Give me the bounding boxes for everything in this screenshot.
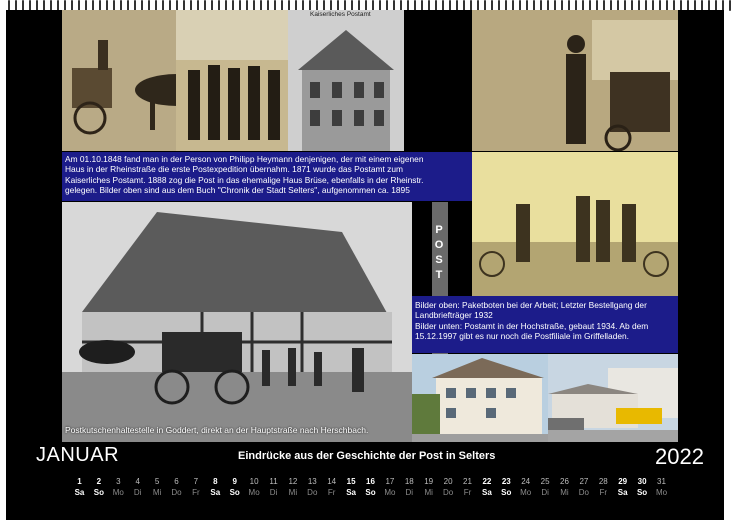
intro-line: Am 01.10.1848 fand man in der Person von Philipp Heymann denjenigen, der mit einem eigenen [65,154,424,164]
day-number: 13 [307,477,317,486]
weekday-label: Do [171,488,182,497]
day-cell [148,476,167,498]
day-cell [652,476,671,498]
weekday-label: Sa [74,488,85,497]
day-number: 27 [579,477,589,486]
day-number: 14 [327,477,337,486]
day-number: 10 [249,477,259,486]
day-cell [419,476,438,498]
right-line: Bilder unten: Postamt in der Hochstraße, gebaut 1934. Ab dem [415,320,649,331]
weekday-label: Mi [424,488,433,497]
day-number: 17 [385,477,395,486]
calendar-days [70,476,676,506]
coach-station-illustration [62,202,412,442]
intro-text-box [62,152,472,201]
day-cell [322,476,341,498]
weekday-label: Do [307,488,318,497]
weekday-label: So [636,488,648,497]
weekday-label: Sa [346,488,356,497]
weekday-label: Fr [599,488,608,497]
day-number: 25 [540,477,550,486]
weekday-label: So [365,488,376,497]
day-cell [167,476,186,498]
day-number: 26 [560,477,569,486]
weekday-label: Sa [481,488,492,497]
post-letter-t: T [435,269,443,281]
day-cell [109,476,128,498]
photo-parcel-carriers [472,152,678,296]
day-cell [283,476,302,498]
post-letter-p: P [435,224,443,236]
day-cell [264,476,283,498]
weekday-label: Sa [617,488,628,497]
weekday-label: Mo [520,488,532,497]
weekday-label: Di [133,488,142,497]
photo-postman-cart [472,10,678,151]
day-cell [342,476,361,498]
photo-postamt-hochstrasse [412,354,548,442]
day-cell [245,476,264,498]
weekday-label: Mi [560,488,569,497]
day-number: 31 [657,477,666,486]
weekday-label: Do [578,488,589,497]
day-cell [225,476,244,498]
day-number: 20 [443,477,453,486]
day-number: 3 [116,477,121,486]
day-number: 28 [598,477,608,486]
day-number: 30 [637,477,647,486]
post-letter-o: O [434,239,444,251]
day-cell [477,476,496,498]
year-title: 2022 [655,444,704,469]
day-cell [536,476,555,498]
weekday-label: Di [405,488,414,497]
photo-postfiliale [548,354,678,442]
staff-illustration [176,10,288,151]
calendar-subtitle: Eindrücke aus der Geschichte der Post in Selters [238,450,496,462]
day-number: 22 [482,477,492,486]
weekday-label: Mi [152,488,162,497]
day-cell [574,476,593,498]
day-cell [206,476,225,498]
day-cell [458,476,477,498]
day-cell [613,476,632,498]
weekday-label: Mo [112,488,124,497]
day-cell [186,476,205,498]
day-cell [516,476,535,498]
right-line: 15.12.1997 gibt es nur noch die Postfiliale im Griffelladen. [415,330,630,341]
day-number: 8 [213,477,218,486]
weekday-label: Mo [384,488,396,497]
right-line: Landbriefträger 1932 [415,310,493,321]
day-cell [439,476,458,498]
coach-station-caption: Postkutschenhaltestelle in Goddert, direkt an der Hauptstraße nach Herschbach. [65,425,369,435]
weekday-label: Di [541,488,549,497]
photo-kaiserliches-postamt [288,10,404,151]
weekday-label: Sa [210,488,221,497]
day-cell [89,476,108,498]
postamt-hochstrasse-illustration [412,354,548,442]
day-cell [400,476,419,498]
day-number: 15 [346,477,356,486]
intro-line: gelegen. Bilder oben sind aus dem Buch "Chronik der Stadt Selters", aufgenommen ca. 1895 [65,184,410,195]
day-cell [633,476,652,498]
day-cell [70,476,89,498]
weekday-label: Fr [192,488,200,497]
day-number: 18 [404,477,414,486]
day-number: 4 [135,477,140,486]
day-number: 7 [193,477,199,486]
weekday-label: Mi [288,488,298,497]
weekday-label: So [93,488,104,497]
weekday-label: So [501,488,512,497]
calendar-page [6,10,724,520]
day-cell [380,476,399,498]
day-number: 6 [174,477,179,486]
right-text-box [412,296,678,353]
day-number: 9 [232,477,237,486]
day-number: 24 [521,477,531,486]
postman-illustration [472,10,678,151]
day-number: 1 [77,477,82,486]
weekday-label: Mo [248,488,260,497]
weekday-label: So [229,488,240,497]
weekday-label: Di [269,488,278,497]
day-number: 12 [288,477,298,486]
weekday-label: Fr [327,488,336,497]
postfiliale-illustration [548,354,678,442]
day-number: 11 [269,477,278,486]
weekday-label: Mo [655,488,668,497]
day-cell [594,476,613,498]
intro-line: Haus in der Rheinstraße die erste Postexpedition übernahm. 1871 wurde das Postamt zum [65,164,403,175]
day-cell [361,476,380,498]
photo-coach-station [62,202,412,442]
photo-post-staff [176,10,288,151]
post-letter-s: S [435,254,443,266]
right-line: Bilder oben: Paketboten bei der Arbeit; Letzter Bestellgang der [415,300,647,310]
day-number: 19 [424,477,434,486]
postamt-illustration [288,10,404,151]
month-title: JANUAR [36,444,120,466]
day-cell [303,476,322,498]
day-number: 5 [154,477,160,486]
day-number: 29 [618,477,628,486]
day-number: 21 [463,477,472,486]
day-cell [128,476,147,498]
weekday-label: Fr [463,488,472,497]
day-number: 16 [366,477,375,486]
day-number: 2 [96,477,102,486]
binding-ring [729,0,731,11]
intro-line: Kaiserliches Postamt. 1888 zog die Post in das ehemalige Haus Brüse, ebenfalls in der Rheinstr. [65,174,424,185]
day-cell [555,476,574,498]
building-sign: Kaiserliches Postamt [310,11,371,18]
parcel-carriers-illustration [472,152,678,296]
day-cell [497,476,516,498]
day-number: 23 [501,477,511,486]
weekday-label: Do [442,488,454,497]
